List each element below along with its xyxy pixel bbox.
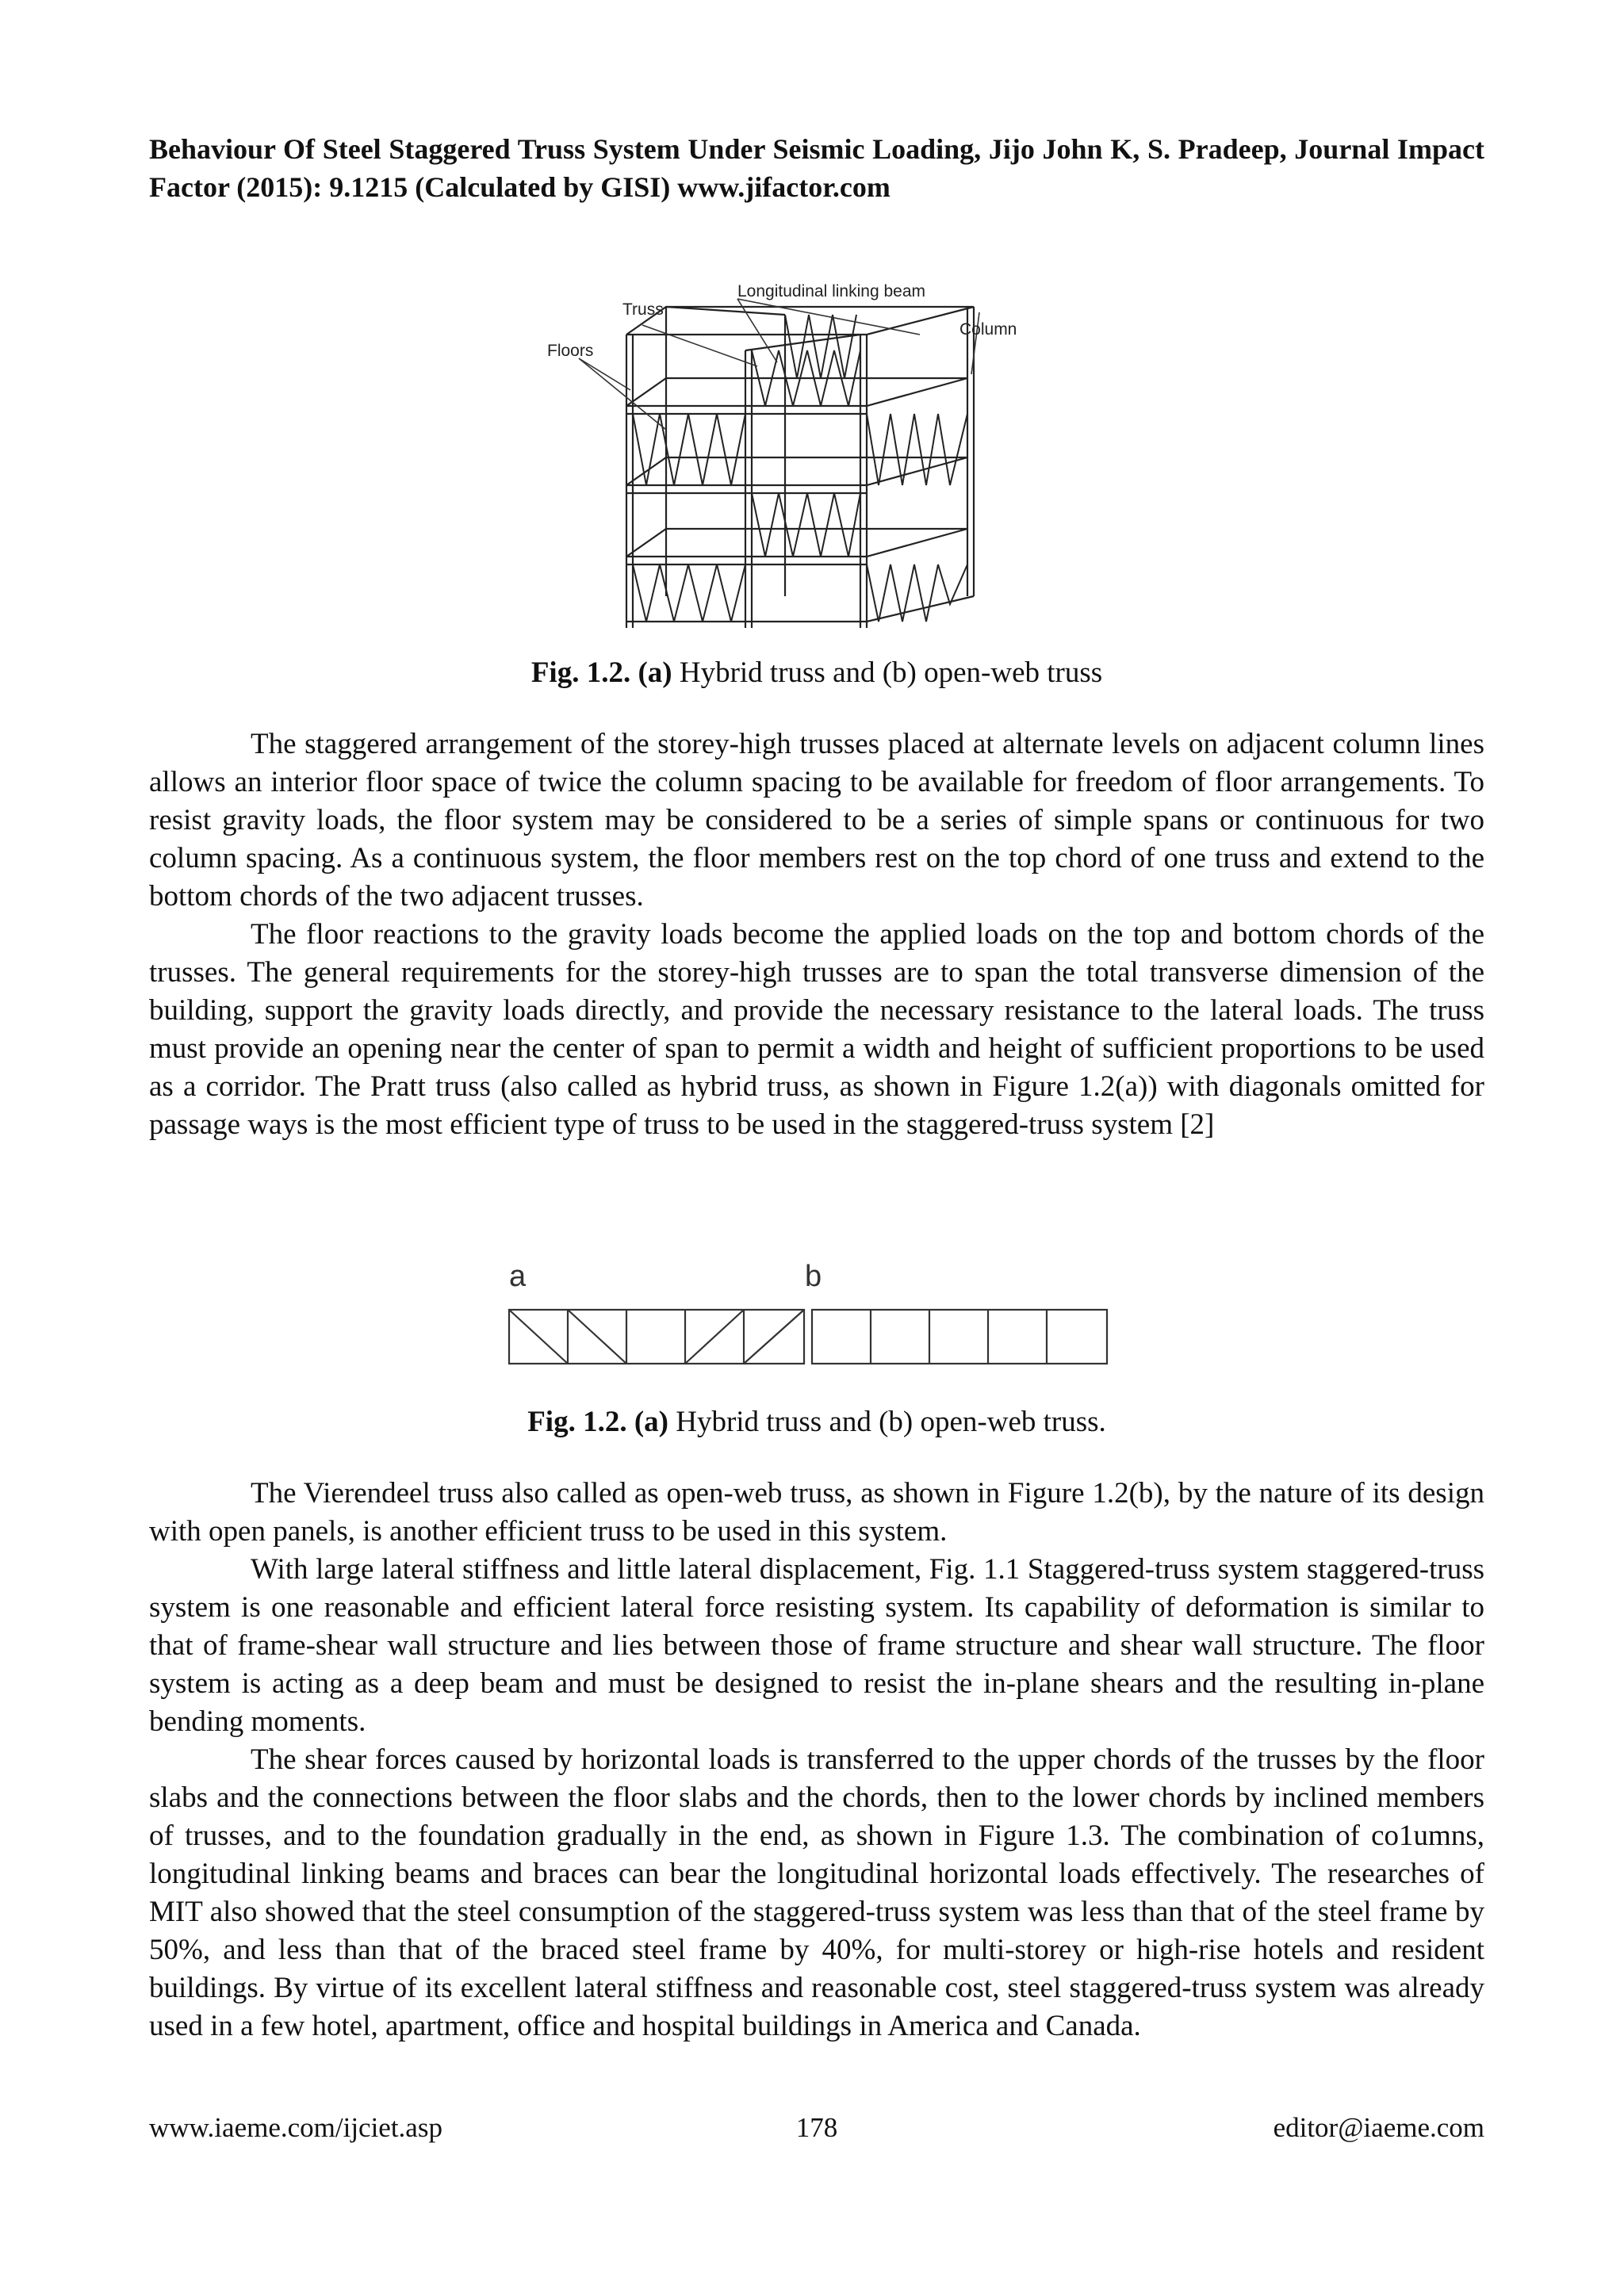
- footer-website-link[interactable]: www.iaeme.com/ijciet.asp: [149, 2112, 442, 2143]
- body-text-section-1: [149, 725, 1484, 1144]
- staggered-truss-figure: [547, 279, 1055, 628]
- figure-2-caption-label: Fig. 1.2. (a): [527, 1406, 668, 1438]
- label-column: Column: [959, 320, 1017, 339]
- page-footer: [149, 2109, 1484, 2149]
- label-a: a: [509, 1260, 527, 1293]
- paragraph: The floor reactions to the gravity loads become the applied loads on the top and bottom chords of the trusses. The general requirements for the storey-high trusses are to span the total transverse dimension of the building, support the gravity loads directly, and provide the necessary resistance to the lateral loads. The truss must provide an opening near the center of span to permit a width and height of sufficient proportions to be used as a corridor. The Pratt truss (also called as hybrid truss, as shown in Figure 1.2(a)) with diagonals omitted for passage ways is the most efficient type of truss to be used in the staggered-truss system [2]: [149, 918, 1484, 1141]
- running-header: Behaviour Of Steel Staggered Truss System Under Seismic Loading, Jijo John K, S. Pradeep, Journal Impact Factor (2015): 9.1215 (Calculated by GISI) www.jifactor.com: [149, 133, 1484, 203]
- page-number: 178: [795, 2112, 838, 2143]
- truss-types-figure: [500, 1254, 1110, 1365]
- body-text-section-2: [149, 1475, 1484, 2045]
- figure-1-caption-label: Fig. 1.2. (a): [530, 656, 672, 689]
- hybrid-truss: [509, 1310, 804, 1364]
- figure-2-caption: [149, 1403, 1484, 1441]
- label-b: b: [805, 1260, 822, 1293]
- open-web-truss: [812, 1310, 1107, 1364]
- figure-1-caption-text: Hybrid truss and (b) open-web truss: [672, 656, 1103, 689]
- label-truss: Truss: [622, 300, 664, 319]
- footer-email-link[interactable]: editor@iaeme.com: [1273, 2112, 1484, 2143]
- figure-2-caption-text: Hybrid truss and (b) open-web truss.: [668, 1406, 1106, 1438]
- paragraph: With large lateral stiffness and little lateral displacement, Fig. 1.1 Staggered-truss system staggered-truss system is one reasonable and efficient lateral force resisting system. Its capability of deformation is similar to that of frame-shear wall structure and lies between those of frame structure and shear wall structure. The floor system is acting as a deep beam and must be designed to resist the in-plane shears and the resulting in-plane bending moments.: [149, 1553, 1484, 1738]
- paragraph: The shear forces caused by horizontal loads is transferred to the upper chords of the trusses by the floor slabs and the connections between the floor slabs and the chords, then to the lower chords by inclined members of trusses, and to the foundation gradually in the end, as shown in Figure 1.3. The combination of co1umns, longitudinal linking beams and braces can bear the longitudinal horizontal loads effectively. The researches of MIT also showed that the steel consumption of the staggered-truss system was less than that of the steel frame by 50%, and less than that of the braced steel frame by 40%, for multi-storey or high-rise hotels and resident buildings. By virtue of its excellent lateral stiffness and reasonable cost, steel staggered-truss system was already used in a few hotel, apartment, office and hospital buildings in America and Canada.: [149, 1743, 1484, 2042]
- label-floors: Floors: [547, 342, 594, 360]
- label-linking-beam: Longitudinal linking beam: [737, 282, 925, 300]
- paragraph: The Vierendeel truss also called as open-web truss, as shown in Figure 1.2(b), by the nature of its design with open panels, is another efficient truss to be used in this system.: [149, 1477, 1484, 1548]
- paragraph: The staggered arrangement of the storey-high trusses placed at alternate levels on adjacent column lines allows an interior floor space of twice the column spacing to be available for freedom of floor arrangements. To resist gravity loads, the floor system may be considered to be a series of simple spans or continuous for two column spacing. As a continuous system, the floor members rest on the top chord of one truss and extend to the bottom chords of the two adjacent trusses.: [149, 728, 1484, 913]
- figure-1-caption: [149, 654, 1484, 692]
